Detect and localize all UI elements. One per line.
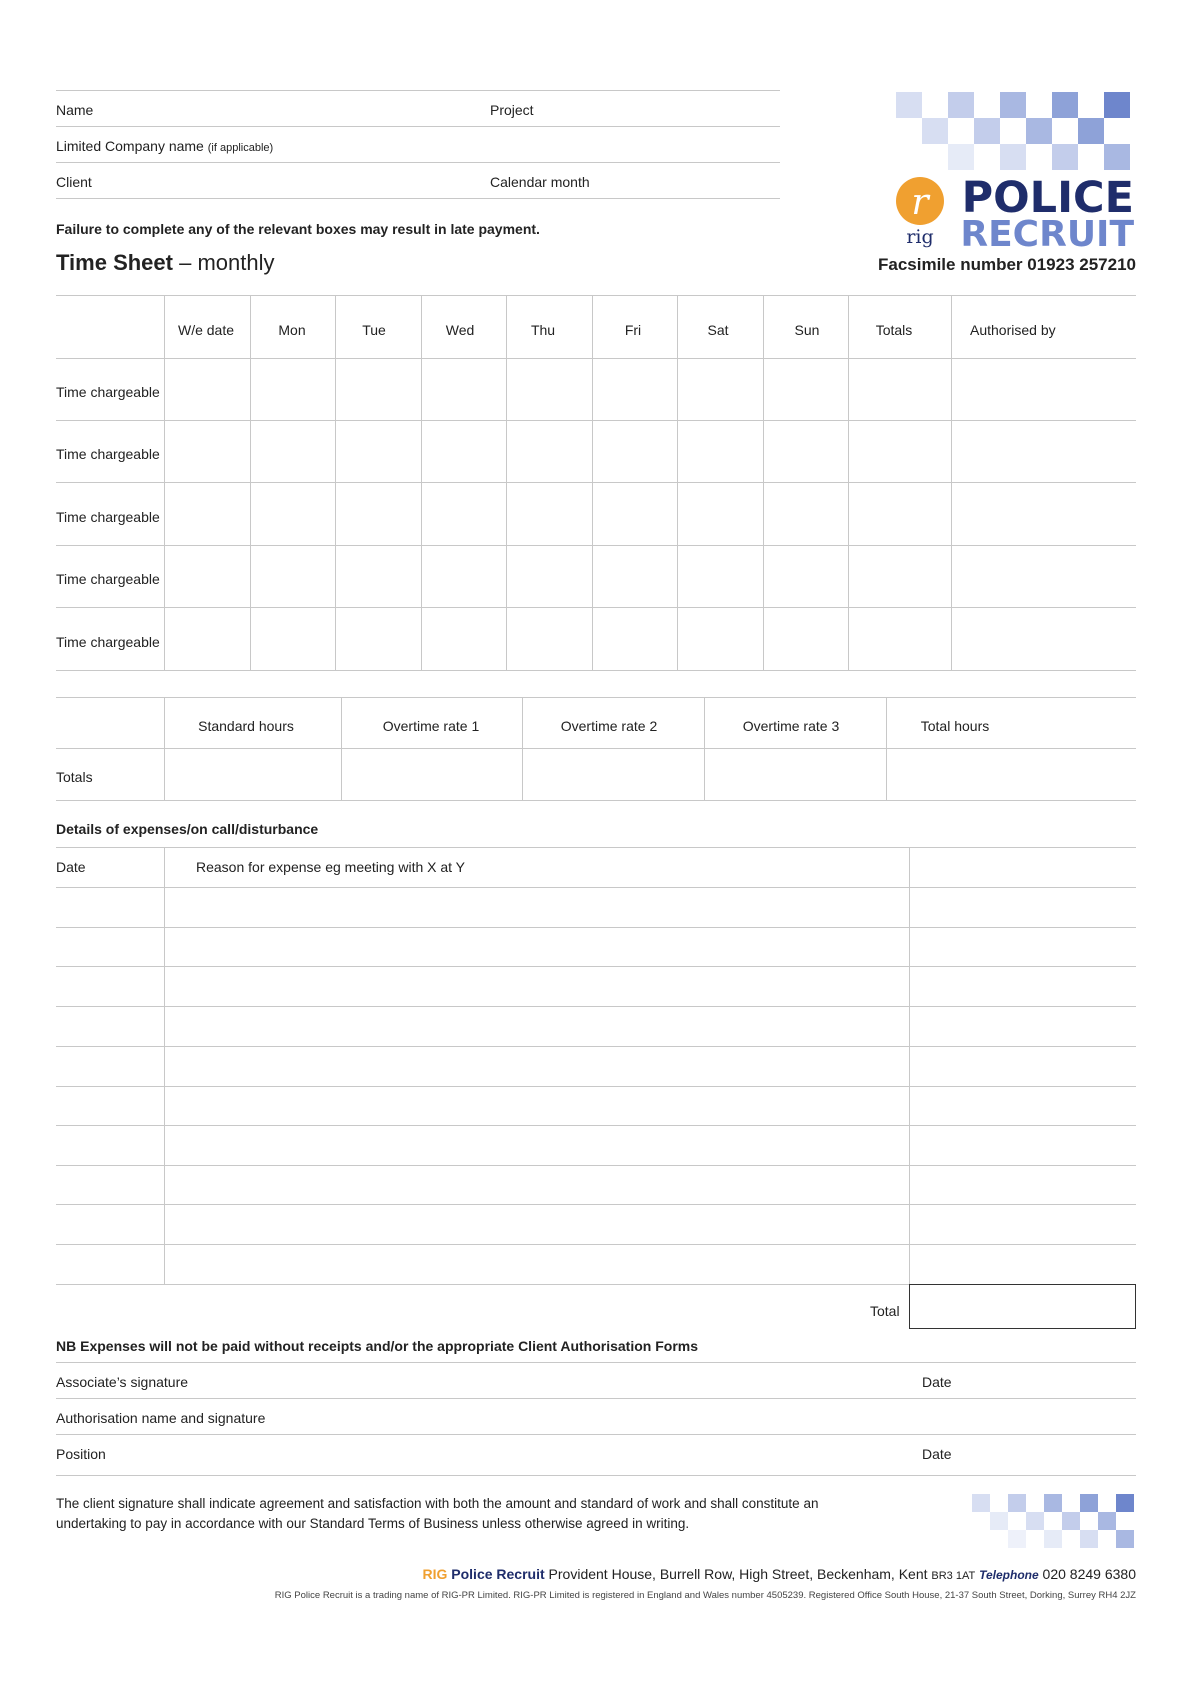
col-header-sun: Sun [794, 322, 820, 338]
rig-emblem-letter: r [911, 182, 929, 223]
header-rule [56, 126, 780, 127]
client-label: Client [56, 174, 92, 190]
page-title: Time Sheet – monthly [56, 250, 275, 275]
col-header-authorised-by: Authorised by [970, 322, 1056, 338]
row-label-totals: Totals [56, 769, 93, 785]
footer-address: Provident House, Burrell Row, High Street, Beckenham, Kent [544, 1566, 932, 1582]
col-header-mon: Mon [278, 322, 306, 338]
position-date-label: Date [922, 1446, 952, 1462]
company-hint: (if applicable) [207, 142, 274, 154]
col-header-fri: Fri [624, 322, 642, 338]
row-label-time-chargeable: Time chargeable [56, 509, 160, 525]
position-label: Position [56, 1446, 106, 1462]
col-header-totals: Totals [875, 322, 913, 338]
col-header-overtime-rate-1: Overtime rate 1 [382, 718, 480, 734]
disclaimer-line-1: The client signature shall indicate agreement and satisfaction with both the amount and standard of work and shall constitute an [56, 1496, 819, 1511]
warning-text: Failure to complete any of the relevant boxes may result in late payment. [56, 221, 540, 237]
associate-date-label: Date [922, 1374, 952, 1390]
fax-number: Facsimile number 01923 257210 [878, 255, 1136, 274]
footer-legal: RIG Police Recruit is a trading name of RIG-PR Limited. RIG-PR Limited is registered in England and Wales number 4505239. Registered Office South House, 21-37 South Street, Dorking, Surrey RH4 2JZ [274, 1590, 1136, 1601]
header-rule [56, 162, 780, 163]
footer-telephone-label: Telephone [979, 1568, 1039, 1582]
authorisation-label: Authorisation name and signature [56, 1410, 266, 1426]
col-header-standard-hours: Standard hours [198, 718, 294, 734]
col-header-overtime-rate-3: Overtime rate 3 [742, 718, 840, 734]
name-label: Name [56, 102, 94, 118]
expenses-total-label: Total [870, 1303, 900, 1319]
footer-checker-pattern [972, 1494, 1138, 1550]
footer-rig: RIG [422, 1566, 448, 1582]
receipts-note: NB Expenses will not be paid without receipts and/or the appropriate Client Authorisation Forms [56, 1338, 698, 1354]
col-header-total-hours: Total hours [920, 718, 990, 734]
rig-wordmark: rig [906, 226, 934, 248]
expenses-total-box[interactable] [909, 1284, 1136, 1329]
company-label: Limited Company name (if applicable) [56, 138, 274, 154]
row-label-time-chargeable: Time chargeable [56, 571, 160, 587]
col-header-sat: Sat [707, 322, 729, 338]
project-label: Project [490, 102, 534, 118]
checker-pattern [896, 92, 1130, 170]
footer-postcode: BR3 1AT [931, 1570, 976, 1582]
footer-phone: 020 8249 6380 [1038, 1566, 1136, 1582]
disclaimer-line-2: undertaking to pay in accordance with our Standard Terms of Business unless otherwise agreed in writing. [56, 1516, 690, 1531]
col-header-tue: Tue [362, 322, 386, 338]
logo-police: POLICE [961, 173, 1134, 223]
row-label-time-chargeable: Time chargeable [56, 446, 160, 462]
col-header-wed: Wed [445, 322, 475, 338]
expenses-col-reason: Reason for expense eg meeting with X at Y [196, 859, 466, 875]
col-header-overtime-rate-2: Overtime rate 2 [560, 718, 658, 734]
row-label-time-chargeable: Time chargeable [56, 634, 160, 650]
calendar-month-label: Calendar month [490, 174, 590, 190]
logo-recruit: RECRUIT [960, 214, 1134, 250]
footer-brand: Police Recruit [447, 1566, 545, 1582]
associate-signature-label: Associate’s signature [56, 1374, 189, 1390]
expenses-heading: Details of expenses/on call/disturbance [56, 821, 319, 837]
footer-address-line [423, 1566, 1137, 1582]
col-header-thu: Thu [530, 322, 556, 338]
police-recruit-logo [896, 90, 1136, 250]
col-header-we-date: W/e date [177, 322, 235, 338]
header-rule [56, 198, 780, 199]
row-label-time-chargeable: Time chargeable [56, 384, 160, 400]
header-rule [56, 90, 780, 91]
expenses-col-date: Date [56, 859, 86, 875]
